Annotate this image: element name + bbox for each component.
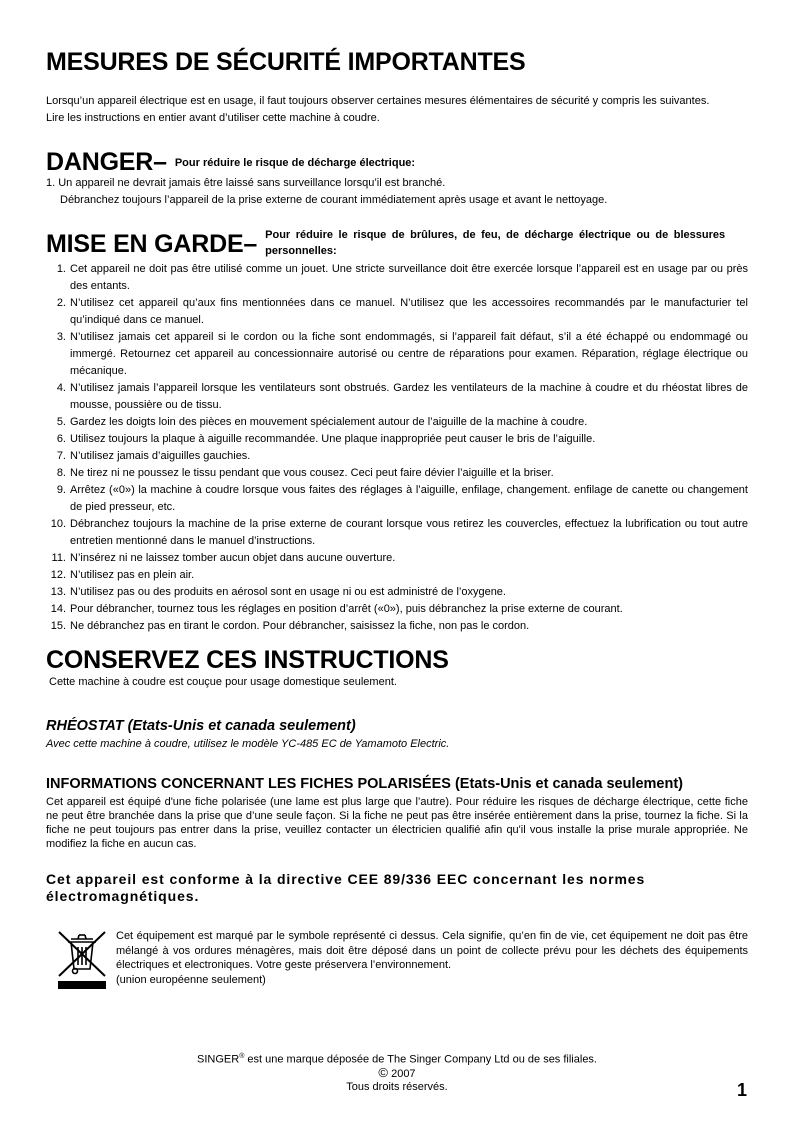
list-item: 3. N’utilisez jamais cet appareil si le cordon ou la fiche sont endommagés, si l’appareil fait défaut, s’il a été échappé ou endommagé ou immergé. Retournez cet appareil au concessionnaire autorisé ou centre de réparations pour examen. Réparation, réglage électrique ou mécanique. (56, 331, 748, 377)
intro-text: Lorsqu’un appareil électrique est en usage, il faut toujours observer certaines mesures élémentaires de sécurité y compris les suivantes. (46, 95, 710, 107)
list-item: 7. N’utilisez jamais d’aiguilles gauchies. (56, 450, 251, 462)
conserve-heading: CONSERVEZ CES INSTRUCTIONS (46, 646, 449, 674)
copyright-line (0, 1066, 794, 1081)
trademark-line (0, 1050, 794, 1067)
trademark-text: est une marque déposée de The Singer Company Ltd ou de ses filiales. (244, 1053, 597, 1066)
list-item: 2. N’utilisez cet appareil qu’aux fins mentionnées dans ce manuel. N’utilisez que les accessoires recommandés par le manufacturier tel qu’indiqué dans ce manuel. (56, 297, 748, 326)
rheostat-text: Avec cette machine à coudre, utilisez le modèle YC-485 EC de Yamamoto Electric. (46, 738, 450, 750)
conserve-subtitle: Cette machine à coudre est couçue pour usage domestique seulement. (49, 676, 397, 688)
mise-en-garde-subtitle: Pour réduire le risque de brûlures, de feu, de décharge électrique ou de blessures personnelles: (265, 229, 726, 257)
list-item: 10. Débranchez toujours la machine de la prise externe de courant lorsque vous retirez les couvercles, effectuez la lubrification ou tout autre entretien mentionné dans le manuel d’instructions. (50, 518, 748, 547)
weee-text-block (116, 929, 748, 993)
list-item: 15. Ne débranchez pas en tirant le cordon. Pour débrancher, saisissez la fiche, non pas le cordon. (50, 620, 530, 632)
list-item: 11. N’insérez ni ne laissez tomber aucun objet dans aucune ouverture. (51, 552, 396, 564)
mise-en-garde-header (46, 227, 748, 259)
rheostat-heading: RHÉOSTAT (Etats-Unis et canada seulement) (46, 718, 356, 734)
registered-mark: ® (239, 1053, 245, 1060)
list-item: 8. Ne tirez ni ne poussez le tissu pendant que vous cousez. Ceci peut faire dévier l’aiguille et la briser. (56, 467, 554, 479)
page-number: 1 (736, 1080, 747, 1100)
list-item: 1. Cet appareil ne doit pas être utilisé comme un jouet. Une stricte surveillance doit être exercée lorsque l’appareil est en usage par ou près des entants. (56, 263, 748, 292)
danger-heading: DANGER– (46, 148, 167, 176)
polarized-plug-text: Cet appareil est équipé d'une fiche polarisée (une lame est plus large que l’autre). Pour réduire les risques de décharge électrique, cette fiche ne peut être branchée dans la prise que d’une seule façon. Si la fiche ne peut pas être insérée entièrement dans la prise, tournez la fiche. Si la fiche ne peut toujours pas entrer dans la prise, veuillez contacter un électricien qualifié afin qu'il vous installe la prise murale appropriée. Ne modifiez la fiche en aucun cas. (46, 796, 748, 850)
weee-notice (46, 929, 748, 993)
intro-text-2: Lire les instructions en entier avant d’utiliser cette machine à coudre. (46, 112, 380, 124)
page-content (46, 48, 748, 993)
danger-item: 1. Un appareil ne devrait jamais être laissé sans surveillance lorsqu’il est branché. (46, 177, 446, 189)
warning-list (46, 261, 748, 635)
page-title: MESURES DE SÉCURITÉ IMPORTANTES (46, 48, 526, 76)
list-item: 9. Arrêtez («0») la machine à coudre lorsque vous faites des réglages à l’aiguille, enfilage, changement. enfilage de canette ou changement de pied presseur, etc. (56, 484, 748, 513)
rights-line: Tous droits réservés. (346, 1081, 448, 1093)
list-item: 6. Utilisez toujours la plaque à aiguille recommandée. Une plaque inappropriée peut causer le bris de l’aiguille. (56, 433, 596, 445)
list-item: 14. Pour débrancher, tournez tous les réglages en position d’arrêt («0»), puis débranchez la prise externe de courant. (50, 603, 623, 615)
copyright-symbol: © (378, 1065, 389, 1080)
list-item: 4. N’utilisez jamais l’appareil lorsque les ventilateurs sont obstrués. Gardez les ventilateurs de la machine à coudre et du rhéostat libres de mousse, poussière ou de tissu. (56, 382, 748, 411)
danger-item-continuation: Débranchez toujours l’appareil de la prise externe de courant immédiatement après usage et avant le nettoyage. (60, 194, 608, 206)
copyright-year: 2007 (391, 1068, 416, 1080)
crossed-out-wheelie-bin-icon (54, 929, 110, 993)
brand-name: SINGER (197, 1053, 240, 1066)
danger-subtitle: Pour réduire le risque de décharge électrique: (174, 157, 416, 169)
list-item: 13. N’utilisez pas ou des produits en aérosol sont en usage ni ou est administré de l’oxygene. (50, 586, 506, 598)
list-item: 5. Gardez les doigts loin des pièces en mouvement spécialement autour de l’aiguille de la machine à coudre. (56, 416, 588, 428)
conformity-statement: Cet appareil est conforme à la directive CEE 89/336 EEC concernant les normes électromagnétiques. (46, 871, 646, 904)
weee-text: Cet équipement est marqué par le symbole représenté ci dessus. Cela signifie, qu’en fin de vie, cet équipement ne doit pas être mélangé à vos ordures ménagères, mais doit être déposé dans un point de collecte prévu pour les déchets des équipements électriques et electroniques. Votre geste préservera l’environnement. (116, 930, 748, 971)
danger-list (46, 175, 748, 209)
danger-header (46, 149, 748, 175)
mise-en-garde-heading: MISE EN GARDE– (46, 230, 258, 258)
weee-note: (union européenne seulement) (116, 973, 266, 986)
polarized-plug-heading: INFORMATIONS CONCERNANT LES FICHES POLARISÉES (Etats-Unis et canada seulement) (46, 776, 684, 792)
list-item: 12. N’utilisez pas en plein air. (50, 569, 195, 581)
